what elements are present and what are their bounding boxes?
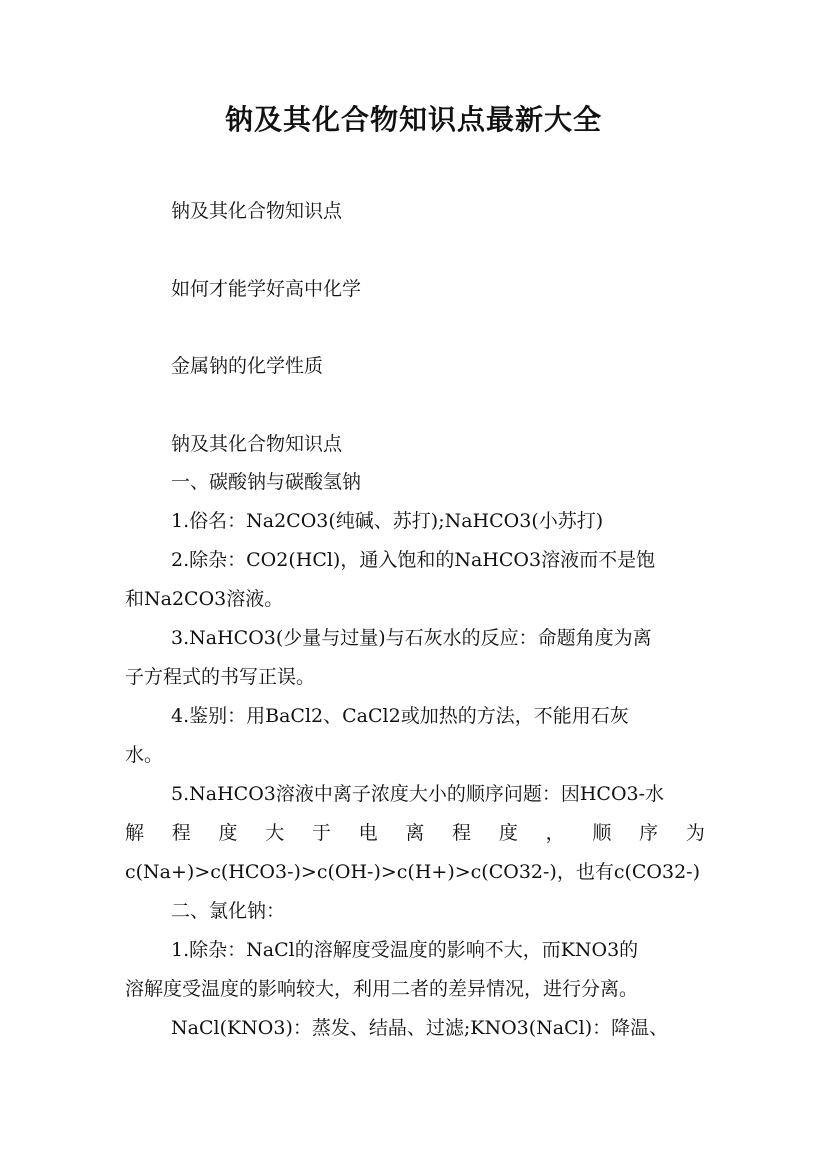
subsection-heading-2: 二、氯化钠： [171, 900, 286, 922]
justified-char: 离 [405, 822, 425, 844]
paragraph-line: c(Na+)>c(HCO3-)>c(OH-)>c(H+)>c(CO32-)，也有c(CO32-) [125, 861, 701, 883]
justified-char: 序 [639, 822, 659, 844]
paragraph-line: 1.俗名：Na2CO3(纯碱、苏打);NaHCO3(小苏打) [171, 510, 604, 532]
paragraph-line: 4.鉴别：用BaCl2、CaCl2或加热的方法，不能用石灰 [171, 705, 629, 727]
paragraph-line: 和Na2CO3溶液。 [125, 588, 284, 610]
paragraph-line: NaCl(KNO3)：蒸发、结晶、过滤;KNO3(NaCl)：降温、 [171, 1017, 669, 1039]
subsection-heading-1: 一、碳酸钠与碳酸氢钠 [171, 471, 362, 493]
justified-char: 度 [498, 822, 518, 844]
paragraph-line: 5.NaHCO3溶液中离子浓度大小的顺序问题：因HCO3-水 [171, 783, 665, 805]
justified-char: 度 [218, 822, 238, 844]
justified-char: 大 [265, 822, 285, 844]
justified-char: 解 [125, 822, 145, 844]
justified-line [125, 820, 705, 846]
toc-item-2: 如何才能学好高中化学 [171, 278, 362, 300]
paragraph-line: 1.除杂：NaCl的溶解度受温度的影响不大，而KNO3的 [171, 939, 639, 961]
justified-char: 程 [171, 822, 191, 844]
toc-item-3: 金属钠的化学性质 [171, 355, 324, 377]
paragraph-line: 子方程式的书写正误。 [125, 666, 316, 688]
justified-char: 顺 [592, 822, 612, 844]
justified-char: ， [545, 822, 565, 844]
paragraph-line: 水。 [125, 744, 164, 766]
section-heading: 钠及其化合物知识点 [171, 433, 343, 455]
justified-char: 为 [685, 822, 705, 844]
document-title: 钠及其化合物知识点最新大全 [224, 103, 602, 136]
paragraph-line: 溶解度受温度的影响较大，利用二者的差异情况，进行分离。 [125, 978, 639, 1000]
toc-item-1: 钠及其化合物知识点 [171, 200, 343, 222]
justified-char: 程 [452, 822, 472, 844]
paragraph-line: 2.除杂：CO2(HCl)，通入饱和的NaHCO3溶液而不是饱 [171, 549, 656, 571]
justified-char: 于 [311, 822, 331, 844]
justified-char: 电 [358, 822, 378, 844]
paragraph-line: 3.NaHCO3(少量与过量)与石灰水的反应：命题角度为离 [171, 627, 652, 649]
